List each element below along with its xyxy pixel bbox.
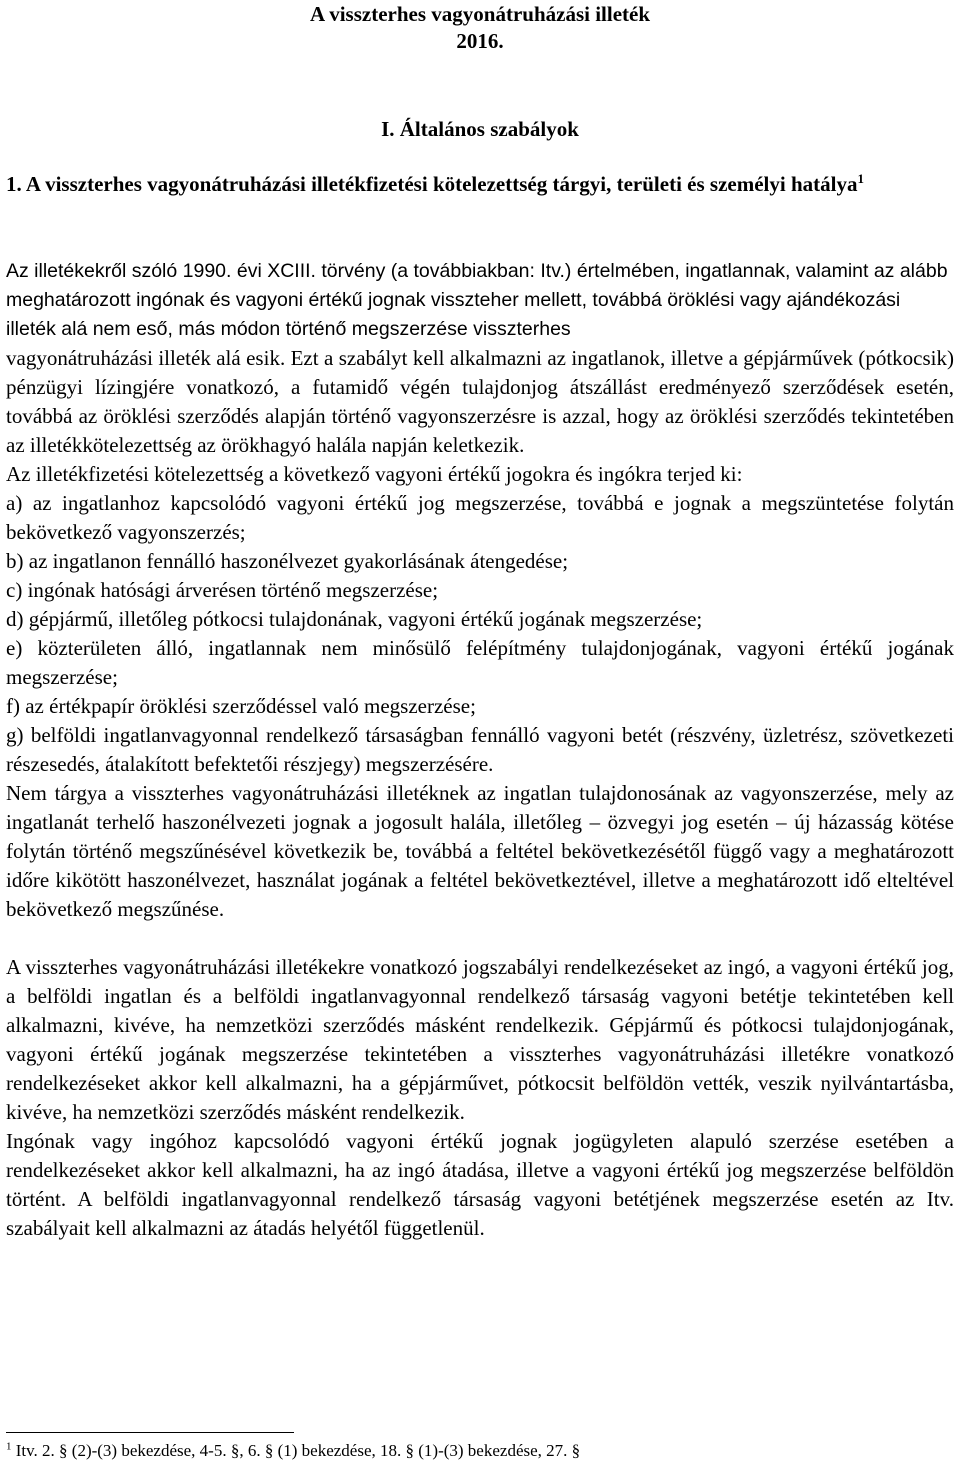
- paragraph-list-intro: Az illetékfizetési kötelezettség a következő vagyoni értékű jogokra és ingókra terjed ki:: [6, 462, 743, 486]
- document-year: 2016.: [456, 29, 504, 53]
- footnote-number: 1: [6, 1440, 12, 1453]
- paragraph-exemption: Nem tárgya a visszterhes vagyonátruházási illetéknek az ingatlan tulajdonosának az vagyonszerzése, mely az ingatlanát terhelő haszonélvezeti jognak a jogosult halála, illetőleg – özvegyi jog esetén – új házasság kötése folytán történő megszűnésével következik be, továbbá a feltétel bekövetkezésétől függő vagy a meghatározott időre kikötött haszonélvezet, használat jogának a feltétel bekövetkeztével, illetve a meghatározott idő elteltével bekövetkező megszűnése.: [6, 781, 954, 921]
- paragraph-territorial-scope: A visszterhes vagyonátruházási illetékekre vonatkozó jogszabályi rendelkezéseket az ingó, a vagyoni értékű jog, a belföldi ingatlan és a belföldi ingatlanvagyonnal rendelkező társaság vagyoni betétje tekintetében kell alkalmazni, kivéve, ha nemzetközi szerződés másként rendelkezik. Gépjármű és pótkocsi tulajdonjogának, vagyoni értékű jogának megszerzése tekintetében a visszterhes vagyonátruházási illetékre vonatkozó rendelkezéseket akkor kell alkalmazni, ha a gépjárművet, pótkocsit belföldön vették, veszik nyilvántartásba, kivéve, ha nemzetközi szerződés másként rendelkezik.: [6, 955, 954, 1124]
- footnote: [6, 1440, 954, 1462]
- list-item-g: g) belföldi ingatlanvagyonnal rendelkező társaságban fennálló vagyoni betét (részvény, üzletrész, szövetkezeti részesedés, átalakított befektetői részjegy) megszerzésére.: [6, 723, 954, 776]
- chapter-heading: I. Általános szabályok: [381, 117, 579, 141]
- footnote-divider: [6, 1432, 294, 1433]
- list-item-a: a) az ingatlanhoz kapcsolódó vagyoni értékű jog megszerzése, továbbá e jognak a megszüntetése folytán bekövetkező vagyonszerzés;: [6, 491, 954, 544]
- footnote-text: Itv. 2. § (2)-(3) bekezdése, 4-5. §, 6. § (1) bekezdése, 18. § (1)-(3) bekezdése, 27. §: [15, 1441, 581, 1460]
- document-title: A visszterhes vagyonátruházási illeték: [309, 2, 651, 26]
- section-heading-text: 1. A visszterhes vagyonátruházási illetékfizetési kötelezettség tárgyi, területi és személyi hatálya: [6, 172, 858, 196]
- list-item-b: b) az ingatlanon fennálló haszonélvezet gyakorlásának átengedése;: [6, 549, 569, 573]
- paragraph-scope: vagyonátruházási illeték alá esik. Ezt a szabályt kell alkalmazni az ingatlanok, illetve a gépjárművek (pótkocsik) pénzügyi lízingjére vonatkozó, a futamidő végén tulajdonjog átszállást eredményező szerződések esetén, továbbá az öröklési szerződés alapján történő vagyonszerzésre is azzal, hogy az öröklési szerződés tekintetében az illetékkötelezettség az örökhagyó halála napján keletkezik.: [6, 346, 954, 457]
- list-item-d: d) gépjármű, illetőleg pótkocsi tulajdonának, vagyoni értékű jogának megszerzése;: [6, 607, 703, 631]
- footnote-reference[interactable]: 1: [857, 171, 864, 186]
- document-body: [6, 344, 954, 1243]
- section-heading: [6, 170, 954, 199]
- paragraph-movables: Ingónak vagy ingóhoz kapcsolódó vagyoni értékű jognak jogügyleten alapuló szerzése esetében a rendelkezéseket akkor kell alkalmazni, ha az ingó átadása, illetve a vagyoni értékű jog megszerzése belföldön történt. A belföldi ingatlanvagyonnal rendelkező társaság vagyoni betétjének megszerzése esetén az Itv. szabályait kell alkalmazni az átadás helyétől függetlenül.: [6, 1129, 954, 1240]
- list-item-c: c) ingónak hatósági árverésen történő megszerzése;: [6, 578, 439, 602]
- list-item-f: f) az értékpapír öröklési szerződéssel való megszerzése;: [6, 694, 476, 718]
- list-item-e: e) közterületen álló, ingatlannak nem minősülő felépítmény tulajdonjogának, vagyoni értékű jogának megszerzése;: [6, 636, 954, 689]
- intro-paragraph: Az illetékekről szóló 1990. évi XCIII. törvény (a továbbiakban: Itv.) értelmében, ingatlannak, valamint az alább meghatározott ingónak és vagyoni értékű jognak visszteher mellett, továbbá öröklési vagy ajándékozási illeték alá nem eső, más módon történő megszerzése visszterhes: [6, 260, 948, 340]
